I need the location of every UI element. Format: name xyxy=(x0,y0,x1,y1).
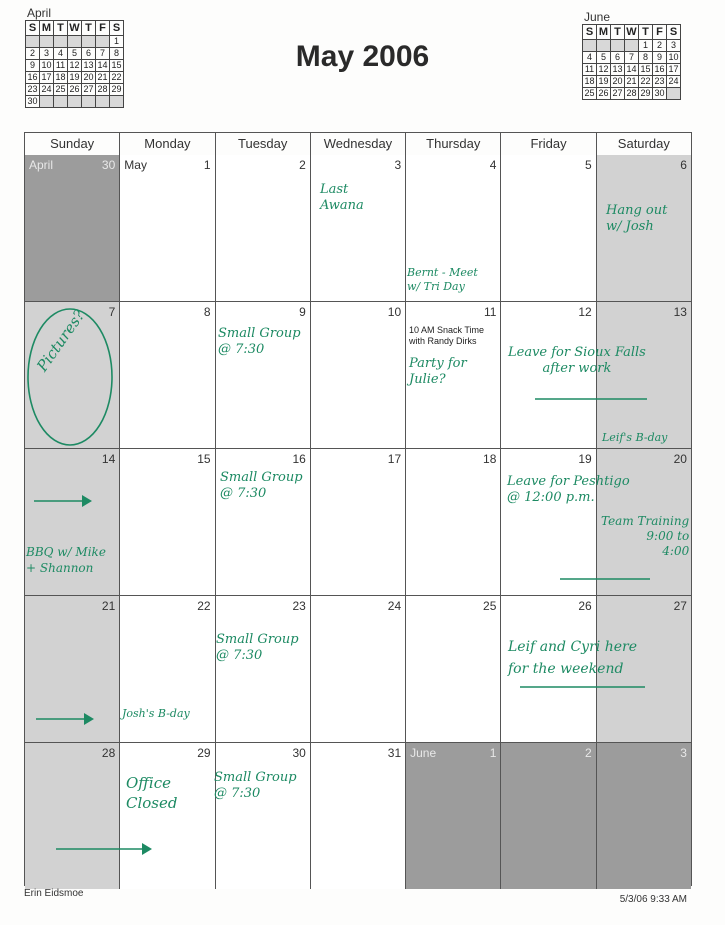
day-number: 18 xyxy=(483,452,497,466)
mini-day-cell: 23 xyxy=(27,84,38,94)
note-joshs-bday: Josh's B-day xyxy=(122,707,190,720)
note-leifs-bday: Leif's B-day xyxy=(602,431,668,444)
weekday-header: Wednesday xyxy=(311,133,406,155)
mini-day-cell xyxy=(625,40,639,52)
day-cell[interactable] xyxy=(501,155,596,301)
mini-weekday-header: T xyxy=(54,21,68,36)
mini-day-cell: 19 xyxy=(598,76,609,86)
mini-day-cell: 8 xyxy=(639,52,653,64)
weekday-header: Friday xyxy=(501,133,596,155)
mini-day-cell xyxy=(597,40,611,52)
note-small-group-23: Small Group @ 7:30 xyxy=(216,632,299,663)
day-number: 21 xyxy=(101,599,116,613)
mini-weekday-header: S xyxy=(26,21,40,36)
underline-team-training xyxy=(560,576,655,582)
footer-author: Erin Eidsmoe xyxy=(24,888,84,899)
day-cell[interactable] xyxy=(311,449,406,595)
day-number: 14 xyxy=(101,452,116,466)
mini-day-cell xyxy=(583,40,597,52)
mini-day-cell xyxy=(26,36,40,48)
weekday-header: Monday xyxy=(120,133,215,155)
day-number: 12 xyxy=(578,305,592,319)
day-number: 27 xyxy=(673,599,687,613)
day-cell[interactable] xyxy=(311,743,406,889)
mini-day-cell xyxy=(68,96,82,108)
day-number: 4 xyxy=(489,158,497,172)
day-cell[interactable] xyxy=(311,302,406,448)
mini-day-cell: 14 xyxy=(626,64,637,74)
day-number: 2 xyxy=(299,158,306,172)
day-number: 24 xyxy=(387,599,402,613)
mini-day-cell: 3 xyxy=(40,48,54,60)
note-last-awana: Last Awana xyxy=(320,182,364,213)
mini-day-cell: 4 xyxy=(54,48,68,60)
mini-day-cell xyxy=(54,96,68,108)
mini-day-cell xyxy=(96,96,110,108)
mini-weekday-header: S xyxy=(667,25,681,40)
month-label: June xyxy=(410,746,437,760)
mini-calendar-title: April xyxy=(27,6,52,20)
weekday-header: Sunday xyxy=(25,133,120,155)
day-cell[interactable] xyxy=(120,302,215,448)
underline-sioux-falls xyxy=(535,396,650,402)
mini-day-cell: 4 xyxy=(583,52,597,64)
mini-day-cell: 3 xyxy=(667,40,681,52)
note-bernt-meet: Bernt - Meet w/ Tri Day xyxy=(407,266,478,293)
day-cell[interactable] xyxy=(25,155,120,301)
day-number: 20 xyxy=(673,452,687,466)
note-peshtigo: Leave for Peshtigo @ 12:00 p.m. xyxy=(507,474,630,505)
arrow-right-icon xyxy=(34,494,94,508)
day-number: 31 xyxy=(387,746,402,760)
mini-day-cell: 10 xyxy=(41,60,52,70)
mini-day-cell: 20 xyxy=(612,76,623,86)
note-party-julie: Party for Julie? xyxy=(409,356,467,387)
mini-day-cell: 29 xyxy=(111,84,122,94)
weeks-container xyxy=(25,155,691,886)
mini-day-cell: 11 xyxy=(54,60,68,72)
day-number: 22 xyxy=(197,599,211,613)
mini-day-cell: 18 xyxy=(55,72,66,82)
mini-day-cell xyxy=(96,36,110,48)
day-number: 7 xyxy=(108,305,116,319)
mini-day-cell: 12 xyxy=(69,60,80,70)
day-number: 3 xyxy=(680,746,687,760)
weekday-header: Thursday xyxy=(406,133,501,155)
month-label: May xyxy=(124,158,147,172)
mini-calendar-table xyxy=(582,24,681,100)
mini-day-cell: 22 xyxy=(111,72,122,82)
mini-day-cell xyxy=(40,96,54,108)
mini-calendar-table xyxy=(25,20,124,108)
mini-weekday-header: M xyxy=(40,21,54,36)
mini-calendar-june xyxy=(582,11,681,100)
mini-day-cell: 27 xyxy=(612,88,623,98)
mini-day-cell: 18 xyxy=(584,76,595,86)
mini-weekday-header: T xyxy=(611,25,625,40)
month-label: April xyxy=(29,158,54,172)
day-number: 3 xyxy=(394,158,402,172)
mini-day-cell: 17 xyxy=(41,72,52,82)
day-number: 25 xyxy=(483,599,497,613)
mini-weekday-header: S xyxy=(583,25,597,40)
mini-weekday-header: M xyxy=(597,25,611,40)
mini-day-cell: 22 xyxy=(640,76,651,86)
day-cell[interactable] xyxy=(501,743,596,889)
mini-day-cell: 20 xyxy=(83,72,94,82)
mini-weekday-header: F xyxy=(96,21,110,36)
day-number: 2 xyxy=(585,746,592,760)
day-cell[interactable] xyxy=(216,155,311,301)
month-grid xyxy=(24,132,692,886)
mini-day-cell: 2 xyxy=(653,40,667,52)
mini-day-cell: 26 xyxy=(69,84,80,94)
mini-day-cell xyxy=(82,36,96,48)
mini-weekday-header: W xyxy=(626,26,637,38)
mini-day-cell: 19 xyxy=(69,72,80,82)
day-number: 5 xyxy=(585,158,592,172)
mini-day-cell: 9 xyxy=(26,60,40,72)
day-number: 15 xyxy=(197,452,211,466)
footer-printed-at: 5/3/06 9:33 AM xyxy=(619,894,687,905)
mini-day-cell xyxy=(611,40,625,52)
weekday-header: Tuesday xyxy=(216,133,311,155)
mini-day-cell: 15 xyxy=(640,64,651,74)
day-number: 28 xyxy=(101,746,116,760)
day-number: 29 xyxy=(197,746,211,760)
day-number: 19 xyxy=(578,452,592,466)
mini-day-cell: 24 xyxy=(668,76,679,86)
mini-day-cell: 10 xyxy=(668,52,679,62)
day-cell[interactable] xyxy=(216,743,311,889)
day-number: 6 xyxy=(680,158,687,172)
mini-day-cell: 9 xyxy=(653,52,667,64)
mini-calendar-title: June xyxy=(584,10,611,24)
day-cell[interactable] xyxy=(406,743,501,889)
day-cell[interactable] xyxy=(501,449,596,595)
mini-weekday-header: W xyxy=(69,22,80,34)
note-team-training: Team Training 9:00 to 4:00 xyxy=(601,514,690,558)
day-number: 30 xyxy=(101,158,116,172)
mini-day-cell: 11 xyxy=(583,64,597,76)
day-cell[interactable] xyxy=(120,743,215,889)
mini-day-cell: 6 xyxy=(82,48,96,60)
mini-day-cell: 6 xyxy=(611,52,625,64)
week-row xyxy=(25,449,691,596)
day-number: 10 xyxy=(387,305,402,319)
mini-day-cell: 14 xyxy=(97,60,108,70)
mini-day-cell: 7 xyxy=(625,52,639,64)
mini-day-cell: 12 xyxy=(598,64,609,74)
page-title: May 2006 xyxy=(295,40,430,73)
note-leif-cyri: Leif and Cyri here for the weekend xyxy=(508,639,637,677)
day-cell[interactable] xyxy=(120,449,215,595)
day-number: 1 xyxy=(203,158,211,172)
mini-day-cell xyxy=(82,96,96,108)
week-row xyxy=(25,743,691,889)
mini-day-cell: 1 xyxy=(110,36,124,48)
note-pictures: Pictures? xyxy=(33,306,89,375)
mini-day-cell: 30 xyxy=(654,88,665,98)
day-number: 1 xyxy=(489,746,497,760)
note-small-group-16: Small Group @ 7:30 xyxy=(220,470,303,501)
mini-weekday-header: F xyxy=(653,25,667,40)
mini-calendar-april xyxy=(25,7,124,108)
note-bbq: BBQ w/ Mike + Shannon xyxy=(26,545,106,575)
weekday-header-row xyxy=(25,133,691,156)
mini-day-cell: 5 xyxy=(68,48,82,60)
mini-day-cell: 23 xyxy=(654,76,665,86)
mini-day-cell: 1 xyxy=(639,40,653,52)
mini-day-cell: 2 xyxy=(26,48,40,60)
day-cell[interactable] xyxy=(216,302,311,448)
day-number: 17 xyxy=(387,452,402,466)
day-cell[interactable] xyxy=(406,449,501,595)
day-number: 16 xyxy=(292,452,306,466)
mini-weekday-header: S xyxy=(110,21,124,36)
mini-day-cell: 7 xyxy=(96,48,110,60)
day-number: 13 xyxy=(673,305,687,319)
mini-day-cell: 24 xyxy=(41,84,52,94)
mini-weekday-header: T xyxy=(639,25,653,40)
mini-day-cell xyxy=(667,88,681,100)
mini-day-cell: 26 xyxy=(598,88,609,98)
note-hang-out: Hang out w/ Josh xyxy=(606,203,668,234)
mini-weekday-header: T xyxy=(82,21,96,36)
day-cell[interactable] xyxy=(311,596,406,742)
mini-day-cell: 16 xyxy=(654,64,665,74)
day-cell[interactable] xyxy=(597,743,691,889)
underline-leif-cyri xyxy=(520,684,650,690)
mini-day-cell: 21 xyxy=(97,72,108,82)
mini-day-cell xyxy=(110,96,124,108)
note-sioux-falls: Leave for Sioux Falls after work xyxy=(508,345,646,376)
mini-day-cell: 21 xyxy=(626,76,637,86)
mini-day-cell: 30 xyxy=(27,96,38,106)
note-small-group-30: Small Group @ 7:30 xyxy=(214,770,297,801)
mini-day-cell: 5 xyxy=(597,52,611,64)
day-number: 11 xyxy=(483,305,497,319)
day-cell[interactable] xyxy=(25,743,120,889)
mini-day-cell: 8 xyxy=(110,48,124,60)
day-cell[interactable] xyxy=(311,155,406,301)
mini-day-cell xyxy=(40,36,54,48)
mini-day-cell: 27 xyxy=(83,84,94,94)
day-number: 30 xyxy=(292,746,306,760)
day-number: 9 xyxy=(299,305,306,319)
mini-day-cell: 16 xyxy=(27,72,38,82)
mini-day-cell: 25 xyxy=(55,84,66,94)
arrow-right-icon xyxy=(56,842,156,856)
mini-day-cell: 28 xyxy=(97,84,108,94)
day-cell[interactable] xyxy=(216,596,311,742)
mini-day-cell: 13 xyxy=(612,64,623,74)
day-number: 26 xyxy=(578,599,592,613)
day-cell[interactable] xyxy=(120,155,215,301)
mini-day-cell: 13 xyxy=(83,60,94,70)
mini-day-cell: 28 xyxy=(626,88,637,98)
note-snack-time: 10 AM Snack Time with Randy Dirks xyxy=(409,325,485,346)
note-office-closed: Office Closed xyxy=(126,774,178,812)
week-row xyxy=(25,155,691,302)
mini-day-cell xyxy=(68,36,82,48)
arrow-right-icon xyxy=(36,712,96,726)
mini-day-cell: 15 xyxy=(111,60,122,70)
day-number: 8 xyxy=(203,305,211,319)
mini-day-cell: 29 xyxy=(640,88,651,98)
note-small-group-9: Small Group @ 7:30 xyxy=(218,326,301,357)
weekday-header: Saturday xyxy=(617,136,670,151)
mini-day-cell: 17 xyxy=(668,64,679,74)
day-cell[interactable] xyxy=(406,596,501,742)
mini-day-cell: 25 xyxy=(584,88,595,98)
mini-day-cell xyxy=(54,36,68,48)
day-number: 23 xyxy=(292,599,306,613)
